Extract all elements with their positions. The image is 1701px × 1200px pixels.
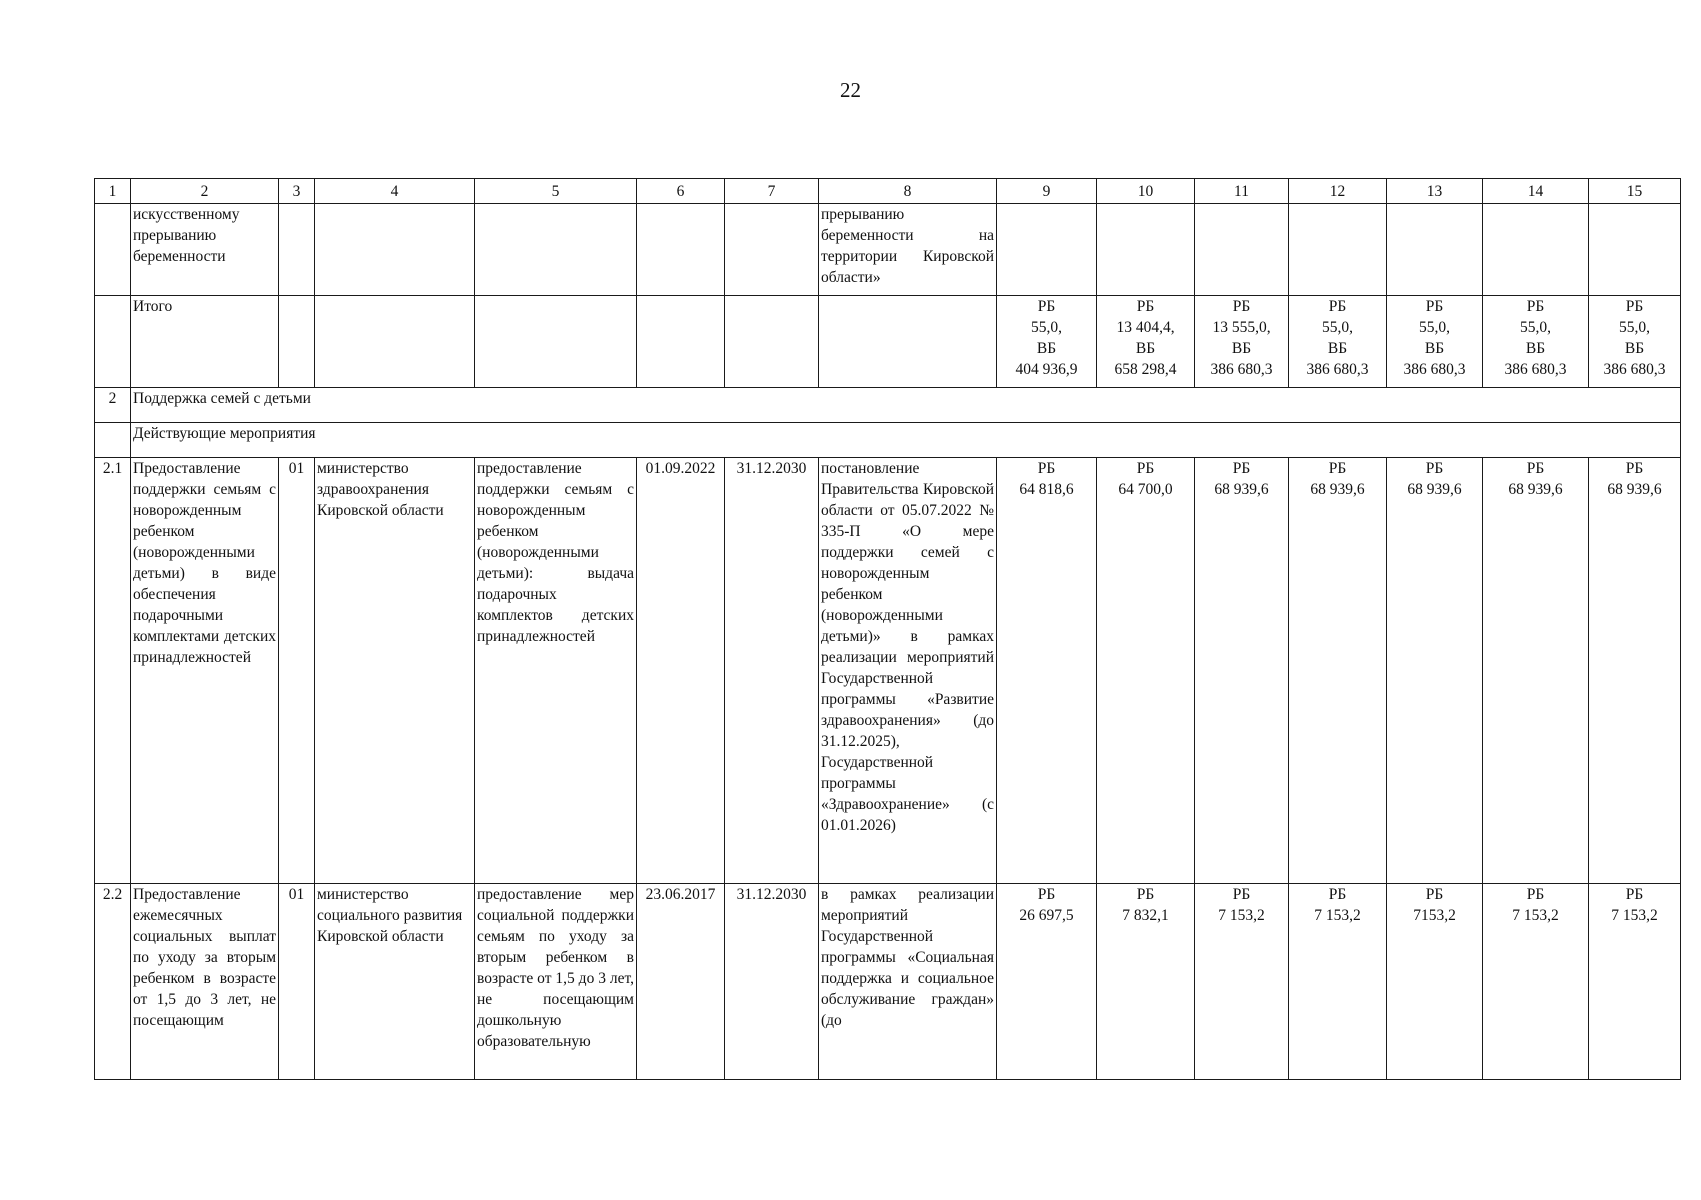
amount-2030: РБ 7 153,2 xyxy=(1589,884,1681,1080)
cell-empty xyxy=(279,204,315,296)
column-number-header-row xyxy=(95,179,1681,204)
amount-2027: РБ 7 153,2 xyxy=(1289,884,1387,1080)
cell-empty xyxy=(315,296,475,388)
col-header-2: 2 xyxy=(131,179,279,204)
col-header-12: 12 xyxy=(1289,179,1387,204)
amount-2024: РБ 26 697,5 xyxy=(997,884,1097,1080)
end-date: 31.12.2030 xyxy=(725,458,819,884)
amount-2025: РБ 64 700,0 xyxy=(1097,458,1195,884)
cell-empty xyxy=(1483,204,1589,296)
cell-empty xyxy=(637,204,725,296)
col-header-11: 11 xyxy=(1195,179,1289,204)
col-header-5: 5 xyxy=(475,179,637,204)
total-amount-2024: РБ 55,0, ВБ 404 936,9 xyxy=(997,296,1097,388)
cell-empty xyxy=(819,296,997,388)
program-measures-table xyxy=(94,178,1681,1080)
amount-2026: РБ 7 153,2 xyxy=(1195,884,1289,1080)
cell-empty xyxy=(1195,204,1289,296)
measure-name: Предоставление поддержки семьям с новорожденным ребенком (новорожденными детьми) в виде обеспечения подарочными комплектами детских принадлежностей xyxy=(131,458,279,884)
cell-empty xyxy=(637,296,725,388)
legal-basis-continued: прерыванию беременности на территории Кировской области» xyxy=(819,204,997,296)
col-header-9: 9 xyxy=(997,179,1097,204)
cell-empty xyxy=(997,204,1097,296)
cell-empty xyxy=(725,296,819,388)
total-row xyxy=(95,296,1681,388)
amount-2029: РБ 7 153,2 xyxy=(1483,884,1589,1080)
cell-empty xyxy=(95,204,131,296)
col-header-4: 4 xyxy=(315,179,475,204)
legal-basis: в рамках реализации мероприятий Государственной программы «Социальная поддержка и социальное обслуживание граждан» (до xyxy=(819,884,997,1080)
measure-number: 2.1 xyxy=(95,458,131,884)
cell-empty xyxy=(315,204,475,296)
col-header-1: 1 xyxy=(95,179,131,204)
total-amount-2025: РБ 13 404,4, ВБ 658 298,4 xyxy=(1097,296,1195,388)
cell-empty xyxy=(95,296,131,388)
amount-2028: РБ 7153,2 xyxy=(1387,884,1483,1080)
continued-row xyxy=(95,204,1681,296)
amount-2027: РБ 68 939,6 xyxy=(1289,458,1387,884)
amount-2026: РБ 68 939,6 xyxy=(1195,458,1289,884)
col-header-7: 7 xyxy=(725,179,819,204)
col-header-15: 15 xyxy=(1589,179,1681,204)
total-amount-2030: РБ 55,0, ВБ 386 680,3 xyxy=(1589,296,1681,388)
responsible-executor: министерство социального развития Кировской области xyxy=(315,884,475,1080)
col-header-10: 10 xyxy=(1097,179,1195,204)
total-amount-2026: РБ 13 555,0, ВБ 386 680,3 xyxy=(1195,296,1289,388)
cell-empty xyxy=(1387,204,1483,296)
page-number: 22 xyxy=(840,78,861,102)
measure-content: предоставление мер социальной поддержки семьям по уходу за вторым ребенком в возрасте от 1,5 до 3 лет, не посещающим дошкольную образовательную xyxy=(475,884,637,1080)
col-header-14: 14 xyxy=(1483,179,1589,204)
subsection-title: Действующие мероприятия xyxy=(131,423,1681,458)
amount-2024: РБ 64 818,6 xyxy=(997,458,1097,884)
amount-2029: РБ 68 939,6 xyxy=(1483,458,1589,884)
col-header-13: 13 xyxy=(1387,179,1483,204)
measure-name: Предоставление ежемесячных социальных выплат по уходу за вторым ребенком в возрасте от 1,5 до 3 лет, не посещающим xyxy=(131,884,279,1080)
section-row xyxy=(95,388,1681,423)
measure-content: предоставление поддержки семьям с новорожденным ребенком (новорожденными детьми): выдача подарочных комплектов детских принадлежностей xyxy=(475,458,637,884)
start-date: 01.09.2022 xyxy=(637,458,725,884)
amount-2028: РБ 68 939,6 xyxy=(1387,458,1483,884)
cell-empty xyxy=(279,296,315,388)
section-number: 2 xyxy=(95,388,131,423)
end-date: 31.12.2030 xyxy=(725,884,819,1080)
total-amount-2028: РБ 55,0, ВБ 386 680,3 xyxy=(1387,296,1483,388)
cell-empty xyxy=(475,204,637,296)
measure-row-2-2 xyxy=(95,884,1681,1080)
total-label: Итого xyxy=(131,296,279,388)
col-header-8: 8 xyxy=(819,179,997,204)
measure-name-continued: искусственному прерыванию беременности xyxy=(131,204,279,296)
measure-code: 01 xyxy=(279,458,315,884)
col-header-3: 3 xyxy=(279,179,315,204)
col-header-6: 6 xyxy=(637,179,725,204)
start-date: 23.06.2017 xyxy=(637,884,725,1080)
measure-number: 2.2 xyxy=(95,884,131,1080)
measure-row-2-1 xyxy=(95,458,1681,884)
total-amount-2029: РБ 55,0, ВБ 386 680,3 xyxy=(1483,296,1589,388)
cell-empty xyxy=(95,423,131,458)
legal-basis: постановление Правительства Кировской области от 05.07.2022 № 335-П «О мере поддержки семей с новорожденным ребенком (новорожденными детьми)» в рамках реализации мероприятий Государственной программы «Развитие здравоохранения» (до 31.12.2025), Государственной программы «Здравоохранение» (с 01.01.2026) xyxy=(819,458,997,884)
section-title: Поддержка семей с детьми xyxy=(131,388,1681,423)
total-amount-2027: РБ 55,0, ВБ 386 680,3 xyxy=(1289,296,1387,388)
subsection-row xyxy=(95,423,1681,458)
cell-empty xyxy=(725,204,819,296)
cell-empty xyxy=(1097,204,1195,296)
cell-empty xyxy=(1589,204,1681,296)
cell-empty xyxy=(475,296,637,388)
measure-code: 01 xyxy=(279,884,315,1080)
amount-2025: РБ 7 832,1 xyxy=(1097,884,1195,1080)
responsible-executor: министерство здравоохранения Кировской области xyxy=(315,458,475,884)
cell-empty xyxy=(1289,204,1387,296)
amount-2030: РБ 68 939,6 xyxy=(1589,458,1681,884)
